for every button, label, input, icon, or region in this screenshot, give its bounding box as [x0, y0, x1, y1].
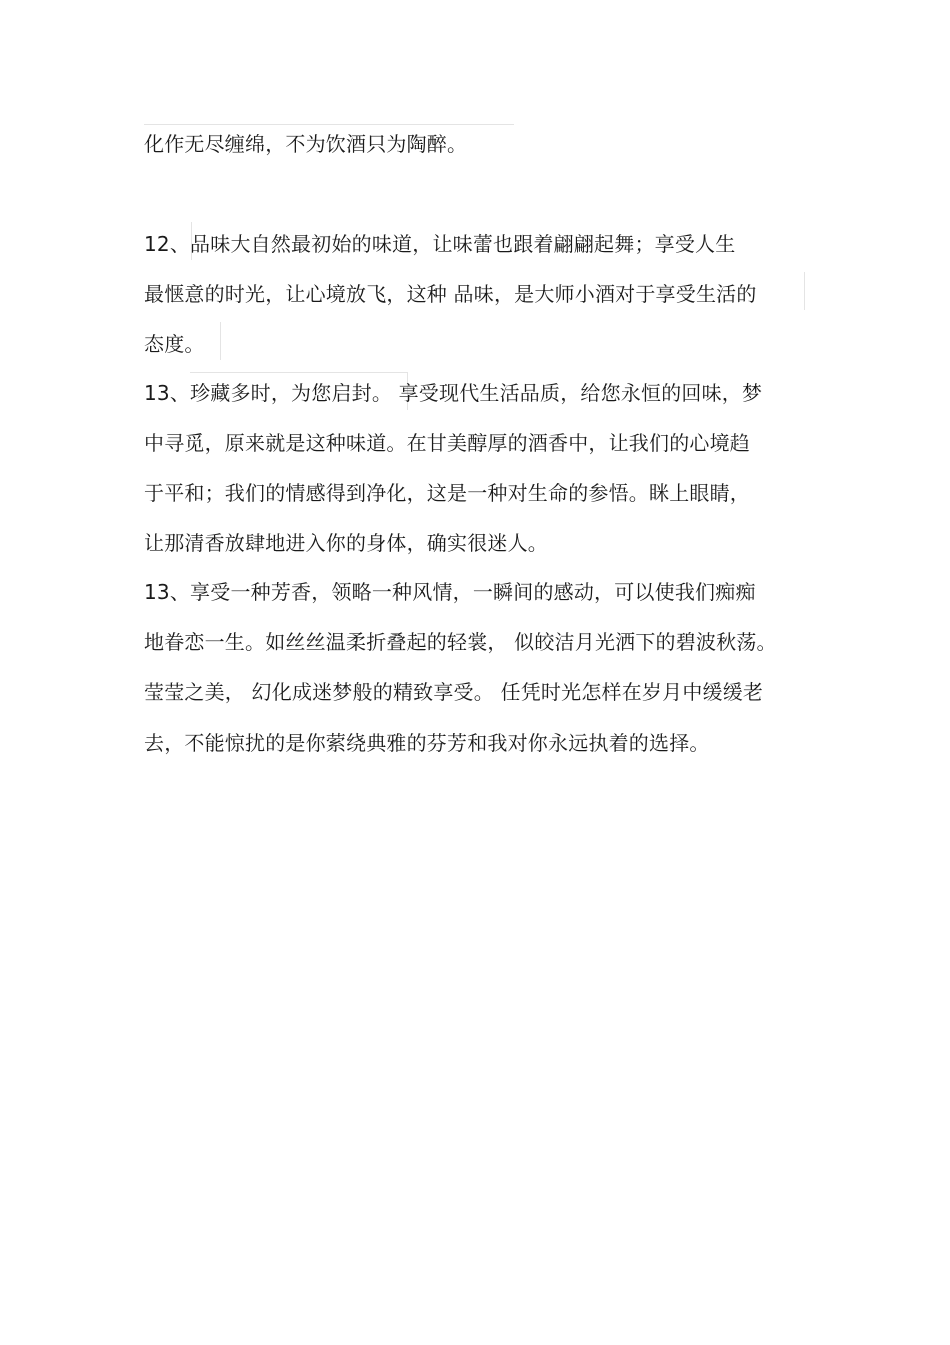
paragraph-13b-line: 莹莹之美， 幻化成迷梦般的精致享受。 任凭时光怎样在岁月中缓缓老	[144, 680, 764, 704]
artifact-line	[220, 322, 221, 360]
artifact-line	[190, 372, 408, 373]
paragraph-13b-line: 13、享受一种芳香，领略一种风情，一瞬间的感动，可以使我们痴痴	[144, 580, 756, 604]
paragraph-13a-line: 让那清香放肆地进入你的身体，确实很迷人。	[144, 531, 548, 555]
text-line: 化作无尽缠绵，不为饮酒只为陶醉。	[144, 132, 468, 156]
paragraph-13a-line: 于平和；我们的情感得到净化，这是一种对生命的参悟。眯上眼睛，	[144, 481, 750, 505]
paragraph-13a-line: 13、珍藏多时，为您启封。 享受现代生活品质，给您永恒的回味，梦	[144, 381, 763, 405]
paragraph-12-line: 最惬意的时光，让心境放飞，这种 品味，是大师小酒对于享受生活的	[144, 282, 757, 306]
paragraph-12-line: 12、品味大自然最初始的味道，让味蕾也跟着翩翩起舞；享受人生	[144, 232, 736, 256]
paragraph-13a-line: 中寻觅，原来就是这种味道。在甘美醇厚的酒香中，让我们的心境趋	[144, 431, 750, 455]
paragraph-13b-line: 去，不能惊扰的是你萦绕典雅的芬芳和我对你永远执着的选择。	[144, 731, 710, 755]
top-divider	[144, 124, 514, 125]
paragraph-13b-line: 地眷恋一生。如丝丝温柔折叠起的轻裳， 似皎洁月光洒下的碧波秋荡。	[144, 630, 777, 654]
paragraph-12-line: 态度。	[144, 332, 205, 356]
artifact-line	[804, 272, 805, 310]
